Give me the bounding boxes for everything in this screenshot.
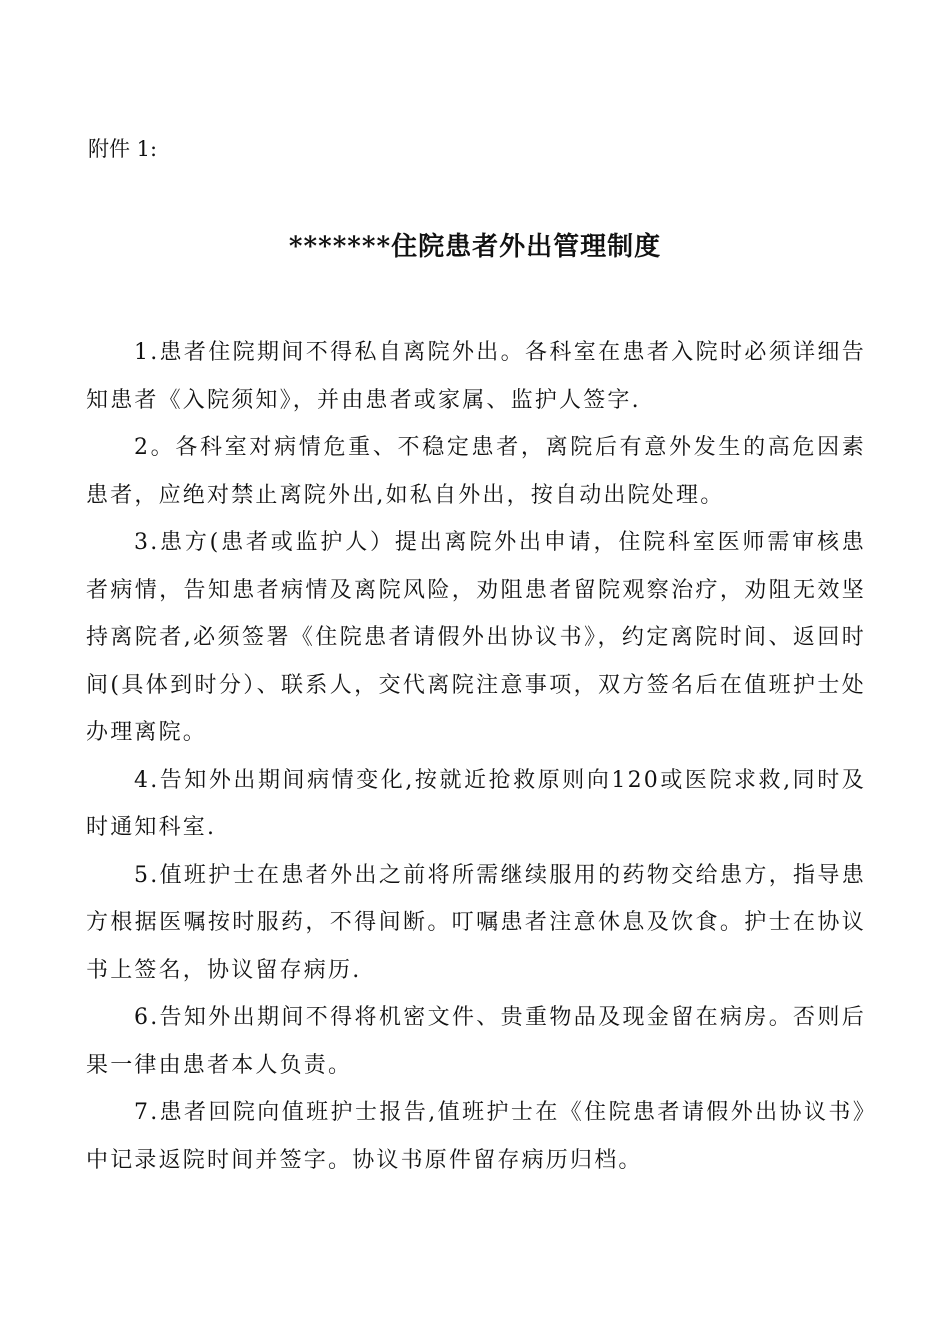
regulation-item-4: 4.告知外出期间病情变化,按就近抢救原则向120或医院求救,同时及时通知科室. <box>86 767 866 840</box>
regulation-item-6: 6.告知外出期间不得将机密文件、贵重物品及现金留在病房。否则后果一律由患者本人负责。 <box>86 1005 866 1078</box>
document-body <box>86 329 866 1184</box>
regulation-item-7: 7.患者回院向值班护士报告,值班护士在《住院患者请假外出协议书》中记录返院时间并签字。协议书原件留存病历归档。 <box>86 1100 866 1173</box>
regulation-item-3: 3.患方(患者或监护人）提出离院外出申请，住院科室医师需审核患者病情，告知患者病情及离院风险，劝阻患者留院观察治疗，劝阻无效坚持离院者,必须签署《住院患者请假外出协议书》，约定离院时间、返回时间(具体到时分）、联系人，交代离院注意事项，双方签名后在值班护士处办理离院。 <box>86 530 866 745</box>
regulation-item-1: 1.患者住院期间不得私自离院外出。各科室在患者入院时必须详细告知患者《入院须知》，并由患者或家属、监护人签字. <box>86 340 866 413</box>
regulation-item-2: 2。各科室对病情危重、不稳定患者，离院后有意外发生的高危因素患者，应绝对禁止离院外出,如私自外出，按自动出院处理。 <box>86 435 866 508</box>
attachment-label: 附件 1: <box>88 137 158 161</box>
document-title: *******住院患者外出管理制度 <box>288 232 662 262</box>
regulation-item-5: 5.值班护士在患者外出之前将所需继续服用的药物交给患方，指导患方根据医嘱按时服药，不得间断。叮嘱患者注意休息及饮食。护士在协议书上签名，协议留存病历. <box>86 862 866 983</box>
